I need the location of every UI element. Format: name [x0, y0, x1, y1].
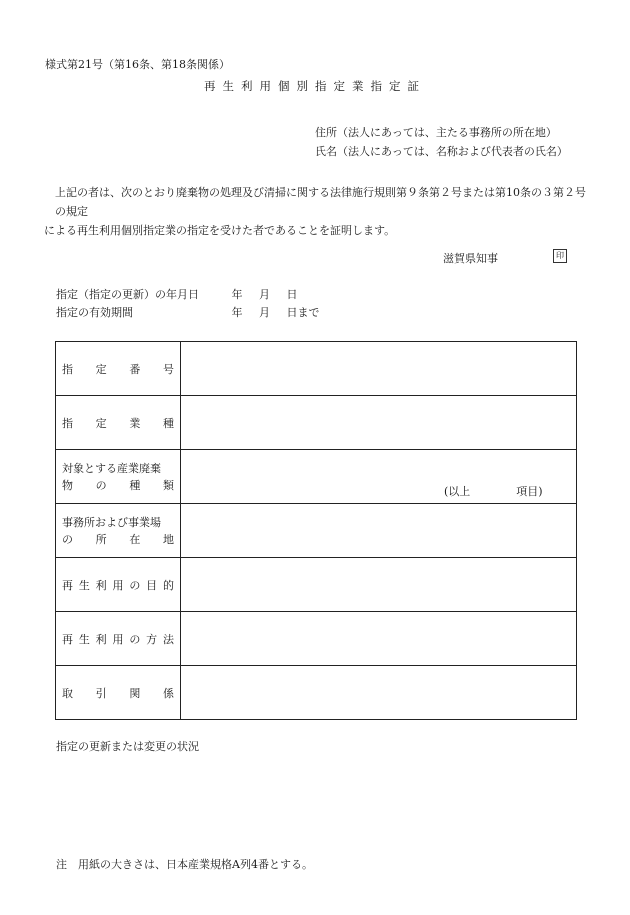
- paper-size-note: 注 用紙の大きさは、日本産業規格A列4番とする。: [56, 858, 313, 871]
- update-status-label: 指定の更新または変更の状況: [56, 740, 199, 753]
- year-unit: 年: [231, 306, 243, 319]
- certification-text-line-2: による再生利用個別指定業の指定を受けた者であることを証明します。: [44, 224, 396, 237]
- designation-number-label: 指 定 番 号: [56, 342, 181, 396]
- table-row: [56, 612, 577, 666]
- certification-text-line-1: 上記の者は、次のとおり廃棄物の処理及び清掃に関する法律施行規則第９条第２号または第10条の３第２号の規定: [55, 186, 586, 218]
- month-unit: 月: [259, 288, 270, 301]
- table-row: [56, 504, 577, 558]
- table-row: [56, 666, 577, 720]
- recycling-method-value[interactable]: [181, 612, 577, 666]
- table-row: [56, 396, 577, 450]
- table-row: [56, 558, 577, 612]
- office-location-value[interactable]: [181, 504, 577, 558]
- issuer-governor: 滋賀県知事: [443, 252, 498, 265]
- recycling-method-label: 再 生 利 用 の 方 法: [56, 612, 181, 666]
- table-row: [56, 342, 577, 396]
- certificate-table: [55, 341, 577, 720]
- table-row: [56, 450, 577, 504]
- seal-mark: 印: [553, 249, 567, 263]
- address-label: 住所（法人にあっては、主たる事務所の所在地）: [315, 126, 557, 139]
- designation-number-value[interactable]: [181, 342, 577, 396]
- validity-period-label: 指定の有効期間: [56, 306, 133, 319]
- until-unit: 日まで: [286, 306, 320, 319]
- certification-text: [44, 183, 589, 240]
- waste-type-value[interactable]: [181, 450, 577, 504]
- designation-date-label: 指定（指定の更新）の年月日: [56, 288, 199, 301]
- document-title: 再生利用個別指定業指定証: [204, 79, 426, 93]
- year-unit: 年: [231, 288, 243, 301]
- day-unit: 日: [286, 288, 298, 301]
- business-type-value[interactable]: [181, 396, 577, 450]
- trade-relations-value[interactable]: [181, 666, 577, 720]
- month-unit: 月: [259, 306, 270, 319]
- form-number: 様式第21号（第16条、第18条関係）: [45, 58, 230, 71]
- trade-relations-label: 取 引 関 係: [56, 666, 181, 720]
- name-label: 氏名（法人にあっては、名称および代表者の氏名）: [315, 145, 568, 158]
- office-location-label: 事務所および事業場 の 所 在 地: [56, 504, 181, 558]
- recycling-purpose-value[interactable]: [181, 558, 577, 612]
- designation-date-row: [56, 286, 311, 302]
- business-type-label: 指 定 業 種: [56, 396, 181, 450]
- recycling-purpose-label: 再 生 利 用 の 目 的: [56, 558, 181, 612]
- item-count: (以上 項目): [444, 485, 543, 498]
- validity-period-row: [56, 304, 333, 320]
- waste-type-label: 対象とする産業廃棄 物 の 種 類: [56, 450, 181, 504]
